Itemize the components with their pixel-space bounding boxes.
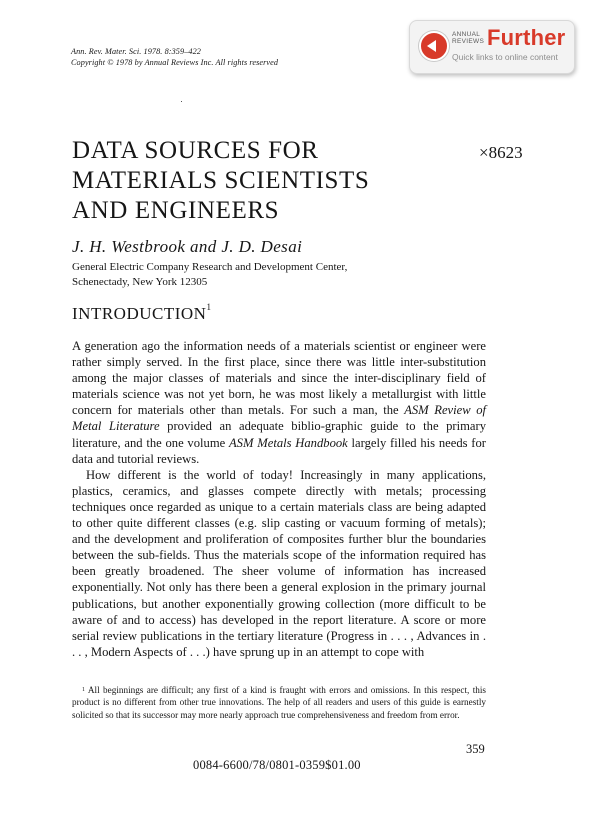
further-links-badge[interactable]: [409, 20, 575, 74]
footnote: [72, 684, 486, 721]
p1-text-b: provided an adequate biblio-graphic guide to the primary literature, and the one volume: [72, 419, 486, 450]
article-code: ×8623: [479, 143, 523, 162]
paragraph-2: How different is the world of today! Increasingly in many applications, plastics, ceramics, and glasses compete directly with metals; processing techniques once regarded as unique to a certain materials class are being adapted to other quite different classes (e.g. slip casting or vacuum forming of metals); and the development and proliferation of composites further blur the boundaries between the sub-fields. Thus the materials scope of the information required has been greatly broadened. The sheer volume of information has increased exponentially. Not only has there been a general explosion in the primary journal publications, but another exponentially growing collection (more difficult to be aware of and to access) has developed in the report literature. A score or more serial review publications in the tertiary literature (Progress in . . . , Advances in . . . , Modern Aspects of . . .) have sprung up in an attempt to cope with: [72, 467, 486, 659]
p1-text-a: A generation ago the information needs of a materials scientist or engineer were rather simply served. In the first place, since there was little inter-substitution among the major classes of materials and since the inter-disciplinary field of materials science was not yet born, he was most likely a metallurgist with little concern for materials other than metals. For such a man, the: [72, 339, 486, 418]
title-line-3: AND ENGINEERS: [72, 197, 280, 224]
section-heading-text: INTRODUCTION: [72, 304, 207, 323]
body-text: [72, 338, 486, 660]
price-code: 0084-6600/78/0801-0359$01.00: [193, 758, 361, 772]
asm-handbook-title: ASM Metals Handbook: [228, 435, 348, 450]
affiliation-line-2: Schenectady, New York 12305: [72, 276, 208, 288]
further-title: Further: [487, 25, 566, 50]
annual-reviews-logo-icon: [419, 31, 449, 61]
citation-line-1: Ann. Rev. Mater. Sci. 1978. 8:359–422: [71, 47, 201, 56]
page-number: 359: [466, 742, 485, 756]
affiliation: [72, 260, 347, 290]
affiliation-line-1: General Electric Company Research and Development Center,: [72, 261, 348, 273]
further-subtitle: Quick links to online content: [452, 52, 558, 62]
paragraph-1: [72, 338, 486, 467]
reviews-label: REVIEWS: [452, 38, 485, 45]
title-line-2: MATERIALS SCIENTISTS: [72, 167, 370, 194]
footnote-marker[interactable]: 1: [206, 302, 211, 312]
section-heading: [72, 304, 211, 324]
annual-reviews-wordmark: [452, 31, 484, 45]
citation-line-2: Copyright © 1978 by Annual Reviews Inc. All rights reserved: [71, 58, 279, 67]
scan-speck: [181, 101, 182, 102]
article-title: [72, 136, 369, 226]
footnote-number: 1: [82, 687, 85, 693]
asm-review-title: ASM Review of Metal Literature: [72, 403, 487, 434]
footnote-text: All beginnings are difficult; any first of a kind is fraught with errors and omissions. In this respect, this product is no different from other true innovations. The help of all readers and users of this guide is earnestly solicited so that its successor may more nearly approach true comprehensiveness and freedom from error.: [72, 685, 486, 720]
annual-label: ANNUAL: [452, 31, 481, 38]
journal-citation: [71, 46, 278, 68]
title-line-1: DATA SOURCES FOR: [72, 137, 319, 164]
authors: J. H. Westbrook and J. D. Desai: [72, 237, 303, 256]
p1-text-c: largely filled his needs for data and tutorial reviews.: [72, 435, 486, 466]
